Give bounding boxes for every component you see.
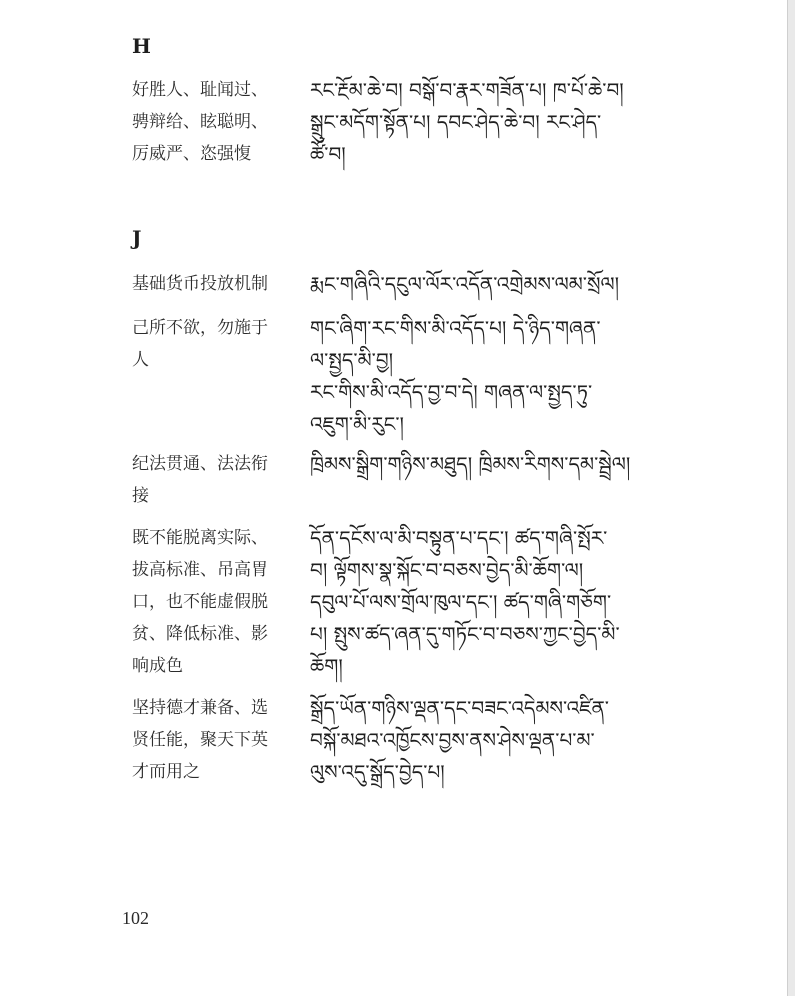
section-heading-j: J	[132, 226, 142, 250]
chinese-term: 既不能脱离实际、 拔高标准、吊高胃 口，也不能虚假脱 贫、降低标准、影 响成色	[132, 528, 268, 676]
chinese-term: 坚持德才兼备、选 贤任能，聚天下英 才而用之	[132, 698, 268, 782]
section-heading-h: H	[132, 34, 151, 58]
tibetan-translation: རང་རྔོམ་ཆེ་བ། བསྒོ་བ་རྣར་གཟོན་པ། ཁ་པོ་ཆེ་བ། སྒྲུང་མདོག་སྟོན་པ། དབང་ཤེད་ཆེ་བ། རང་ཤེད་ ཚོ་བ།	[310, 78, 624, 166]
chinese-term: 己所不欲，勿施于 人	[132, 318, 268, 370]
tibetan-translation: རྨང་གཞིའི་དངུལ་ལོར་འདོན་འགྲེམས་ལམ་སྲོལ།	[310, 272, 620, 296]
chinese-term: 基础货币投放机制	[132, 274, 268, 294]
page-number: 102	[122, 908, 149, 928]
tibetan-translation: ཁྲིམས་སྒྲིག་གཉིས་མཐུད། ཁྲིམས་རིགས་དམ་སྦྲེལ།	[310, 452, 631, 476]
tibetan-translation: སྒྲོད་ཡོན་གཉིས་ལྡན་དང་བཟང་འདེམས་འཛིན་ བསྐོ་མཐའ་འཁྱོངས་བྱས་ནས་ཤེས་ལྡན་པ་མ་ ལུས་འདུ་སྒྲོད་བྱེད་པ།	[310, 696, 609, 784]
tibetan-translation: དོན་དངོས་ལ་མི་བསྟུན་པ་དང་། ཚད་གཞི་སྤོར་ བ། ལྟོགས་སྣ་སྐོང་བ་བཅས་བྱེད་མི་ཆོག་ལ། དབུལ་པོ་ལས་གྲོལ་ཁུལ་དང་། ཚད་གཞི་གཅོག་ པ། སྤུས་ཚད་ཞན་དུ་གཏོང་བ་བཅས་ཀྱང་བྱེད་མི་ ཆོག།	[310, 526, 620, 678]
chinese-term: 纪法贯通、法法衔 接	[132, 454, 268, 506]
chinese-term: 好胜人、耻闻过、 骋辩给、眩聪明、 厉威严、恣强愎	[132, 80, 268, 164]
tibetan-translation: གང་ཞིག་རང་གིས་མི་འདོད་པ། དེ་ཉིད་གཞན་ ལ་སྤྱད་མི་བྱ། རང་གིས་མི་འདོད་བྱ་བ་དེ། གཞན་ལ་སྤྱད་ཏུ་ འཇུག་མི་རུང་།	[310, 316, 601, 436]
